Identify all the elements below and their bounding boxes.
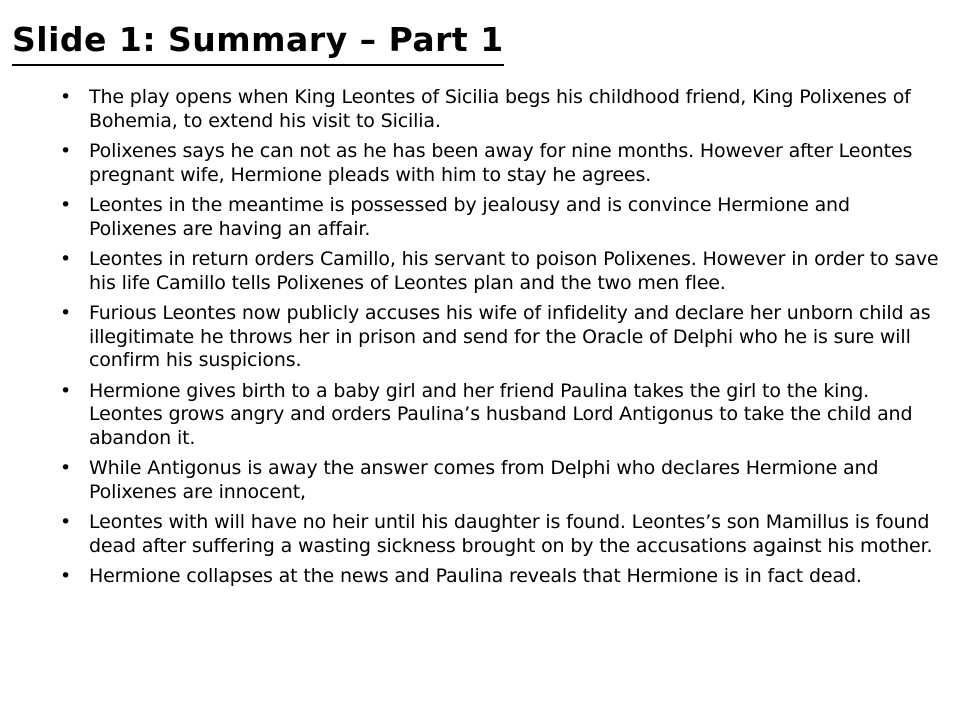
bullet-dot-icon: • (60, 86, 72, 108)
bullet-dot-icon: • (60, 140, 72, 162)
bullet-text: Furious Leontes now publicly accuses his wife of infidelity and declare her unborn child as illegitimate he throws her in prison and send for the Oracle of Delphi who he is sure will confirm his suspicions. (89, 302, 931, 371)
summary-bullet-list (60, 86, 940, 596)
bullet-dot-icon: • (60, 565, 72, 587)
slide-title: Slide 1: Summary – Part 1 (12, 16, 504, 66)
bullet-item (60, 194, 940, 241)
bullet-dot-icon: • (60, 379, 72, 402)
bullet-text: Polixenes says he can not as he has been away for nine months. However after Leontes pregnant wife, Hermione pleads with him to stay he agrees. (89, 140, 913, 186)
bullet-dot-icon: • (60, 194, 72, 216)
bullet-dot-icon: • (60, 457, 72, 479)
bullet-text: Hermione gives birth to a baby girl and her friend Paulina takes the girl to the king. Leontes grows angry and orders Paulina’s husband Lord Antigonus to take the child and abandon it. (89, 379, 913, 449)
bullet-item (60, 86, 940, 133)
bullet-item (60, 457, 940, 504)
bullet-dot-icon: • (60, 248, 72, 270)
bullet-text: Leontes in the meantime is possessed by jealousy and is convince Hermione and Polixenes are having an affair. (89, 194, 850, 240)
bullet-item (60, 302, 940, 373)
bullet-dot-icon: • (60, 302, 72, 324)
bullet-text: The play opens when King Leontes of Sicilia begs his childhood friend, King Polixenes of Bohemia, to extend his visit to Sicilia. (89, 86, 911, 132)
bullet-item (60, 140, 940, 187)
bullet-item (60, 565, 940, 589)
bullet-text: While Antigonus is away the answer comes from Delphi who declares Hermione and Polixenes are innocent, (89, 457, 879, 503)
bullet-item (60, 511, 940, 558)
bullet-dot-icon: • (60, 511, 72, 533)
bullet-text: Leontes in return orders Camillo, his servant to poison Polixenes. However in order to save his life Camillo tells Polixenes of Leontes plan and the two men flee. (89, 248, 939, 294)
bullet-text: Leontes with will have no heir until his daughter is found. Leontes’s son Mamillus is found dead after suffering a wasting sickness brought on by the accusations against his mother. (89, 511, 933, 557)
bullet-item (60, 248, 940, 295)
bullet-text: Hermione collapses at the news and Paulina reveals that Hermione is in fact dead. (89, 565, 862, 587)
bullet-item (60, 380, 940, 451)
